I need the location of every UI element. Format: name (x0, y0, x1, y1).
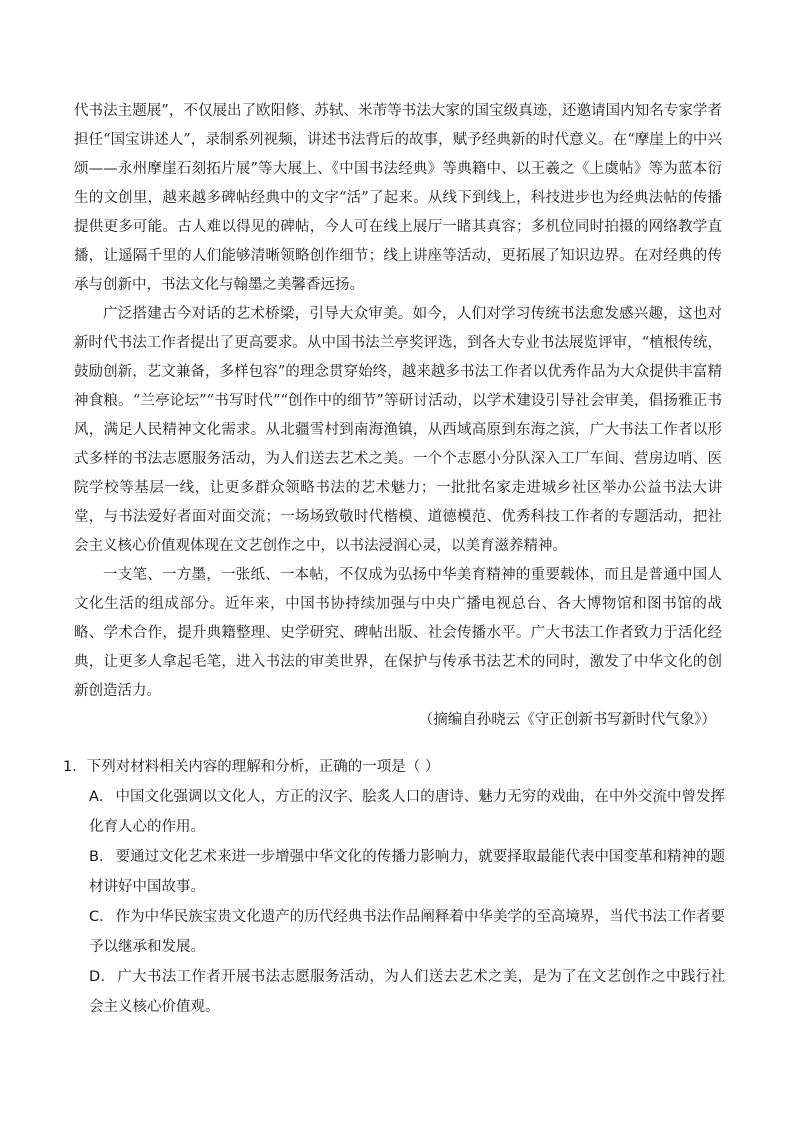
option-text: 中国文化强调以文化人，方正的汉字、脍炙人口的唐诗、魅力无穷的戏曲，在中外交流中曾发挥化育人心的作用。 (89, 789, 726, 835)
option-text: 作为中华民族宝贵文化遗产的历代经典书法作品阐释着中华美学的至高境界，当代书法工作者要予以继承和发展。 (89, 909, 726, 955)
reading-passage (74, 97, 722, 735)
question-text: 下列对材料相关内容的理解和分析，正确的一项是（ ） (86, 759, 440, 775)
option-text: 要通过文化艺术来进一步增强中华文化的传播力影响力，就要择取最能代表中国变革和精神的题材讲好中国故事。 (89, 849, 726, 895)
option-letter: B． (89, 849, 114, 865)
question-1 (63, 752, 725, 1022)
option-letter: A． (89, 789, 114, 805)
option-letter: D． (89, 969, 116, 985)
passage-source: （摘编自孙晓云《守正创新书写新时代气象》） (418, 712, 716, 728)
option-a[interactable] (63, 782, 725, 842)
option-letter: C． (89, 909, 114, 925)
option-d[interactable] (63, 962, 725, 1022)
passage-paragraph-3: 一支笔、一方墨，一张纸、一本帖，不仅成为弘扬中华美育精神的重要载体，而且是普通中国人文化生活的组成部分。近年来，中国书协持续加强与中央广播电视总台、各大博物馆和图书馆的战略、学术合作，提升典籍整理、史学研究、碑帖出版、社会传播水平。广大书法工作者致力于活化经典，让更多人拿起毛笔，进入书法的审美世界，在保护与传承书法艺术的同时，激发了中华文化的创新创造活力。 (74, 567, 722, 699)
passage-paragraph-1: 代书法主题展”，不仅展出了欧阳修、苏轼、米芾等书法大家的国宝级真迹，还邀请国内知名专家学者担任“国宝讲述人”，录制系列视频，讲述书法背后的故事，赋予经典新的时代意义。在“摩崖上的中兴颂——永州摩崖石刻拓片展”等大展上、《中国书法经典》等典籍中、以王羲之《上虞帖》等为蓝本衍生的文创里，越来越多碑帖经典中的文字“活”了起来。从线下到线上，科技进步也为经典法帖的传播提供更多可能。古人难以得见的碑帖，今人可在线上展厅一睹其真容；多机位同时拍摄的网络教学直播，让遥隔千里的人们能够清晰领略创作细节；线上讲座等活动，更拓展了知识边界。在对经典的传承与创新中，书法文化与翰墨之美馨香远扬。 (74, 103, 722, 293)
option-text: 广大书法工作者开展书法志愿服务活动，为人们送去艺术之美，是为了在文艺创作之中践行社会主义核心价值观。 (89, 969, 725, 1015)
question-stem (63, 752, 725, 782)
option-c[interactable] (63, 902, 725, 962)
passage-paragraph-2: 广泛搭建古今对话的艺术桥梁，引导大众审美。如今，人们对学习传统书法愈发感兴趣，这也对新时代书法工作者提出了更高要求。从中国书法兰亭奖评选，到各大专业书法展览评审，“植根传统，鼓励创新，艺文兼备，多样包容”的理念贯穿始终，越来越多书法工作者以优秀作品为大众提供丰富精神食粮。“兰亭论坛”“书写时代”“创作中的细节”等研讨活动，以学术建设引导社会审美，倡扬雅正书风，满足人民精神文化需求。从北疆雪村到南海渔镇，从西域高原到东海之滨，广大书法工作者以形式多样的书法志愿服务活动，为人们送去艺术之美。一个个志愿小分队深入工厂车间、营房边哨、医院学校等基层一线，让更多群众领略书法的艺术魅力；一批批名家走进城乡社区举办公益书法大讲堂，与书法爱好者面对面交流；一场场致敬时代楷模、道德模范、优秀科技工作者的专题活动，把社会主义核心价值观体现在文艺创作之中，以书法浸润心灵，以美育滋养精神。 (74, 306, 722, 554)
option-b[interactable] (63, 842, 725, 902)
question-number: 1． (63, 759, 87, 775)
